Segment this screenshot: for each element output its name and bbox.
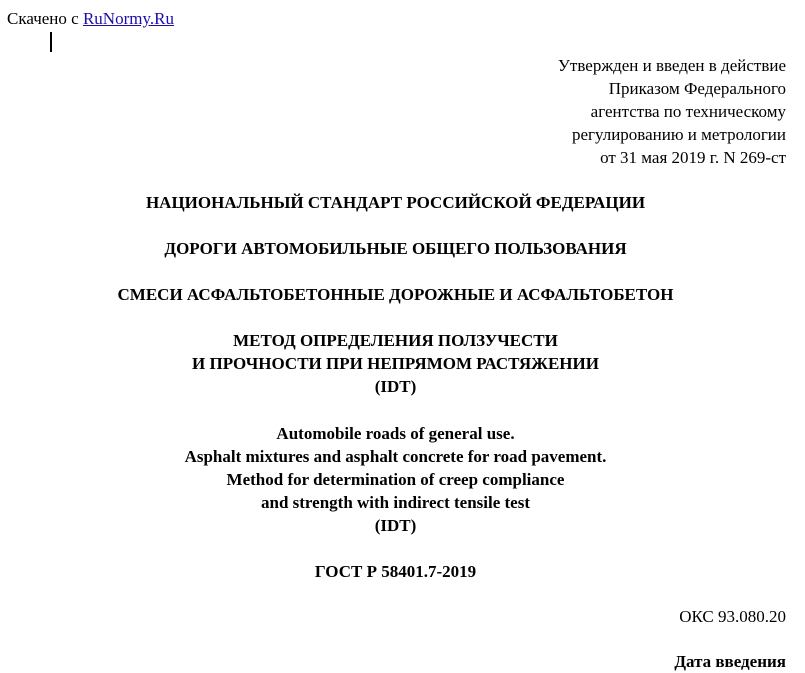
date-intro-label: Дата введения bbox=[674, 652, 786, 671]
method-heading bbox=[0, 329, 791, 398]
approval-line: от 31 мая 2019 г. N 269-ст bbox=[600, 148, 786, 167]
approval-line: агентства по техническому bbox=[590, 102, 786, 121]
approval-block bbox=[558, 54, 786, 169]
approval-line: Утвержден и введен в действие bbox=[557, 56, 786, 75]
gost-number: ГОСТ Р 58401.7-2019 bbox=[314, 562, 477, 581]
method-heading-line: (IDT) bbox=[374, 377, 417, 396]
national-standard-heading: НАЦИОНАЛЬНЫЙ СТАНДАРТ РОССИЙСКОЙ ФЕДЕРАЦИИ bbox=[145, 193, 646, 212]
source-prefix: Скачено с bbox=[7, 9, 83, 28]
english-title bbox=[0, 422, 791, 537]
roads-heading: ДОРОГИ АВТОМОБИЛЬНЫЕ ОБЩЕГО ПОЛЬЗОВАНИЯ bbox=[164, 239, 627, 258]
text-cursor bbox=[50, 32, 52, 52]
mixtures-heading: СМЕСИ АСФАЛЬТОБЕТОННЫЕ ДОРОЖНЫЕ И АСФАЛЬТОБЕТОН bbox=[117, 285, 674, 304]
source-line bbox=[7, 8, 174, 30]
method-heading-line: МЕТОД ОПРЕДЕЛЕНИЯ ПОЛЗУЧЕСТИ bbox=[233, 331, 558, 350]
source-link[interactable]: RuNormy.Ru bbox=[82, 9, 174, 28]
method-heading-line: И ПРОЧНОСТИ ПРИ НЕПРЯМОМ РАСТЯЖЕНИИ bbox=[192, 354, 599, 373]
english-title-line: (IDT) bbox=[374, 516, 417, 535]
english-title-line: Automobile roads of general use. bbox=[276, 424, 515, 443]
english-title-line: Asphalt mixtures and asphalt concrete for road pavement. bbox=[184, 447, 607, 466]
okc-code: ОКС 93.080.20 bbox=[679, 607, 786, 626]
english-title-line: and strength with indirect tensile test bbox=[260, 493, 530, 512]
english-title-line: Method for determination of creep compliance bbox=[226, 470, 565, 489]
approval-line: Приказом Федерального bbox=[608, 79, 786, 98]
approval-line: регулированию и метрологии bbox=[571, 125, 786, 144]
